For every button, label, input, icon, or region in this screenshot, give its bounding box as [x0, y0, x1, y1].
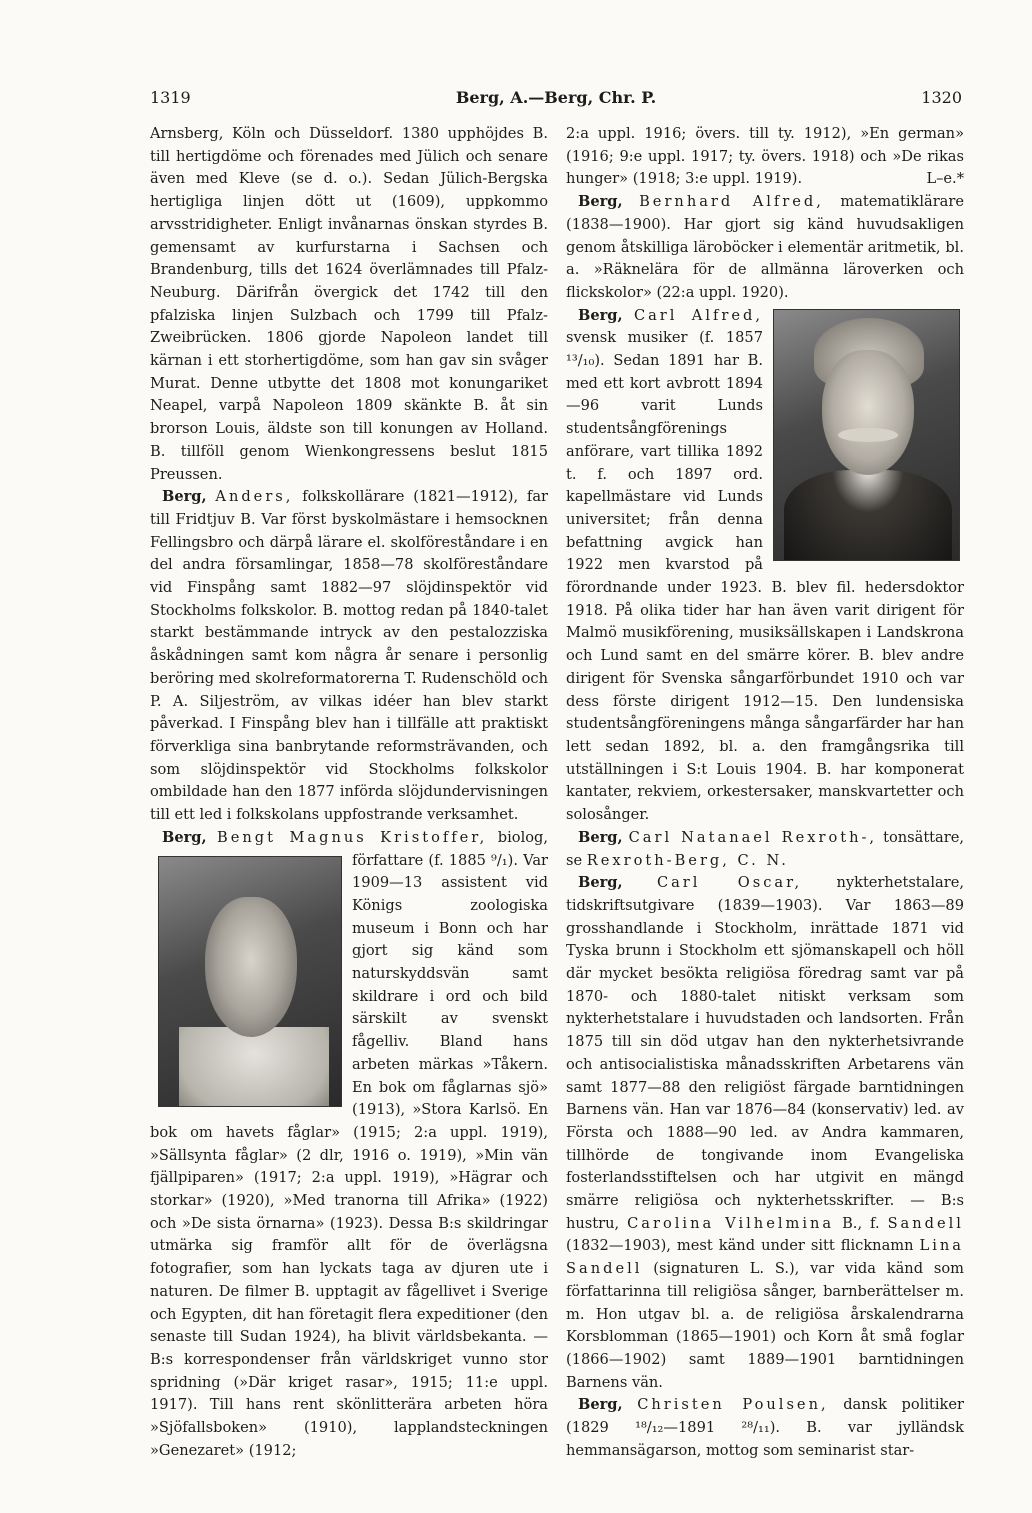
entry-name: Christen Poulsen,: [637, 1396, 829, 1414]
entry-berg-bengt: [150, 827, 548, 1463]
portrait-photo-carl-alfred-berg: [773, 309, 960, 561]
entry-head: Berg,: [578, 828, 623, 846]
right-column: [566, 123, 964, 1462]
entry-berg-carl-oscar: Berg, Carl Oscar, nykterhetstalare, tidskriftsutgivare (1839—1903). Var 1863—89 grosshandlande i Stockholm, inrättade 1871 vid Tyska brunn i Stockholm ett sjömanskapell och höll där mycket besökta religiösa föredrag samt var på 1870- och 1880-talet nitiskt verksam som nykterhetstalare i huvudstaden och landsorten. Från 1875 till sin död utgav han den nykterhetsivrande och antisocialistiska månadsskriften Arbetarens vän samt 1877—88 den religiöst färgade barntidningen Barnens vän. Han var 1876—84 (konservativ) led. av Första och 1888—90 led. av Andra kammaren, tillhörde de tongivande inom Evangeliska fosterlandsstiftelsen och har utgivit en mängd smärre religiösa och nykterhetsskrifter. — B:s hustru, Carolina Vilhelmina B., f. Sandell (1832—1903), mest känd under sitt flicknamn Lina Sandell (signaturen L. S.), var vida känd som författarinna till religiösa sånger, barnberättelser m. m. Hon utgav bl. a. de religiösa årskalendrarna Korsblomman (1865—1901) och Korn åt små foglar (1866—1902) samt 1889—1901 barntidningen Barnens vän.: [566, 874, 964, 1391]
page-number-left: 1319: [150, 88, 191, 107]
cross-reference: Rexroth-Berg, C. N.: [586, 851, 789, 869]
running-header: [150, 88, 962, 114]
entry-head: Berg,: [578, 1396, 623, 1414]
person-name: Sandell: [887, 1214, 964, 1232]
entry-name: Bengt Magnus Kristoffer,: [217, 828, 488, 846]
entry-text: matematiklärare (1838—1900). Har gjort sig känd huvudsakligen genom åtskilliga läroböcker i elementär aritmetik, bl. a. »Räknelära för de allmänna läroverken och flickskolor» (22:a uppl. 1920).: [566, 193, 964, 301]
entry-name: Anders,: [215, 488, 294, 506]
entry-head: Berg,: [162, 488, 207, 506]
portrait-photo-bengt-berg: [158, 856, 342, 1107]
entry-text: biolog, författare (f. 1885 ⁹/₁). Var 1909—13 assistent vid Königs zoologiska museum i Bonn och har gjort sig känd som naturskyddsvän samt skildrare i ord och bild särskilt av svenskt fågelliv. Bland hans arbeten märkas »Tåkern. En bok om fåglarnas sjö» (1913), »Stora Karlsö. En bok om havets fåglar» (1915; 2:a uppl. 1919), »Sällsynta fåglar» (2 dlr, 1916 o. 1919), »Min vän fjällpiparen» (1917; 2:a uppl. 1919), »Hägrar och storkar» (1920), »Med tranorna till Afrika» (1922) och »De sista örnarna» (1923). Dessa B:s skildringar utmärka sig framför allt för de överlägsna fotografier, som han lyckats taga av djuren ute i naturen. De filmer B. upptagit av fågellivet i Sverige och Egypten, dit han företagit flera expeditioner (den senaste till Sudan 1924), ha blivit världsbekanta. — B:s korrespondenser från världskriget vunno stor spridning (»Där kriget rasar», 1915; 11:e uppl. 1917). Till hans rent skönlitterära arbeten höra »Sjöfallsboken» (1910), lapplandsteckningen »Genezaret» (1912;: [150, 828, 549, 1459]
entry-name: Carl Natanael Rexroth-,: [628, 828, 878, 846]
running-title: Berg, A.—Berg, Chr. P.: [455, 88, 657, 107]
entry-berg-christen: [566, 1394, 964, 1462]
signature: L–e.*: [926, 170, 964, 188]
person-name: Carolina Vilhelmina: [627, 1214, 835, 1232]
person-name: Lina Sandell: [566, 1237, 964, 1278]
entry-name: Carl Alfred,: [633, 306, 763, 324]
entry-name: Bernhard Alfred,: [639, 193, 824, 211]
entry-text: nykterhetstalare, tidskriftsutgivare (1839—1903). Var 1863—89 grosshandlande i Stockholm, inrättade 1871 vid Tyska brunn i Stockholm ett sjömanskapell och höll där mycket besökta religiösa föredrag samt var på 1870- och 1880-talet nitiskt verksam som nykterhetstalare i huvudstaden och landsorten. Från 1875 till sin död utgav han den nykterhetsivrande och antisocialistiska månadsskriften Arbetarens vän samt 1877—88 den religiöst färgade barntidningen Barnens vän. Han var 1876—84 (konservativ) led. av Första och 1888—90 led. av Andra kammaren, tillhörde de tongivande inom Evangeliska fosterlandsstiftelsen och har utgivit en mängd smärre religiösa och nykterhetsskrifter. — B:s hustru,: [566, 874, 964, 1232]
entry-berg-carl-natanael: [566, 827, 964, 872]
entry-name: Carl Oscar,: [656, 874, 803, 892]
entry-text: svensk musiker (f. 1857 ¹³/₁₀). Sedan 1891 har B. med ett kort avbrott 1894—96 varit Lunds studentsångförenings anförare, vart tillika 1892 t. f. och 1897 ord. kapellmästare vid Lunds universitet; från denna befattning avgick han 1922 men kvarstod på förordnande under 1923. B. blev fil. hedersdoktor 1918. På olika tider har han även varit dirigent för Malmö musikförening, musiksällskapen i Landskrona och Lund samt en del smärre körer. B. blev andre dirigent för Svenska sångarförbundet 1910 och var dess förste dirigent 1912—15. Den lundensiska studentsångföreningens många sångarfärder har han lett sedan 1892, bl. a. den framgångsrika till utställningen i S:t Louis 1904. B. har komponerat kantater, rekviem, orkestersaker, manskvartetter och solosånger.: [566, 329, 964, 824]
entry-text: folkskollärare (1821—1912), far till Fridtjuv B. Var först byskolmästare i hemsocknen Fellingsbro och därpå lärare el. skolföreståndare i en del andra församlingar, 1858—78 skolföreståndare vid Finspång samt 1882—97 slöjdinspektör vid Stockholms folkskolor. B. mottog redan på 1840-talet starkt bestämmande intryck av den pestalozziska åskådningen samt kom några år senare i personlig beröring med skolreformatorerna T. Rudenschöld och P. A. Siljeström, av vilkas idéer han blev starkt påverkad. I Finspång blev han i tillfälle att praktiskt förverkliga sina banbrytande reformsträvanden, och som slöjdinspektör vid Stockholms folkskolor ombildade han den 1877 införda slöjdundervisningen till ett led i folkskolans uppfostrande verksamhet.: [150, 488, 548, 824]
entry-head: Berg,: [578, 306, 623, 324]
entry-berg-anders: [150, 486, 548, 827]
entry-text: tonsättare, se: [566, 828, 965, 869]
entry-text: dansk politiker (1829 ¹⁸/₁₂—1891 ²⁸/₁₁). B. var jylländsk hemmansägarson, mottog som seminarist star-: [566, 1396, 965, 1459]
entry-continuation: 2:a uppl. 1916; övers. till ty. 1912), »En german» (1916; 9:e uppl. 1917; ty. övers. 1918) och »De rikas hunger» (1918; 3:e uppl. 1919). L–e.*: [566, 123, 964, 191]
page-number-right: 1320: [921, 88, 962, 107]
entry-berg-carl-alfred: [566, 305, 964, 827]
left-column: [150, 123, 548, 1462]
entry-head: Berg,: [578, 193, 623, 211]
entry-head: Berg,: [578, 874, 623, 892]
entry-berg-bernhard: [566, 191, 964, 305]
entry-head: Berg,: [162, 828, 207, 846]
entry-continuation: Arnsberg, Köln och Düsseldorf. 1380 upphöjdes B. till hertigdöme och förenades med Jülich och senare även med Kleve (se d. o.). Sedan Jülich-Bergska hertigliga linjen dött ut (1609), uppkommo arvsstridigheter. Enligt invånarnas önskan styrdes B. gemensamt av kurfurstarna i Sachsen och Brandenburg, tills det 1624 överlämnades till Pfalz-Neuburg. Därifrån övergick det 1742 till den pfalziska linjen Sulzbach och 1799 till Pfalz-Zweibrücken. 1806 gjorde Napoleon landet till kärnan i ett storhertigdöme, som han gav sin svåger Murat. Denne utbytte det 1808 mot konungariket Neapel, varpå Napoleon 1809 skänkte B. åt sin brorson Louis, äldste son till konungen av Holland. B. tillföll genom Wienkongressens beslut 1815 Preussen.: [150, 125, 548, 483]
